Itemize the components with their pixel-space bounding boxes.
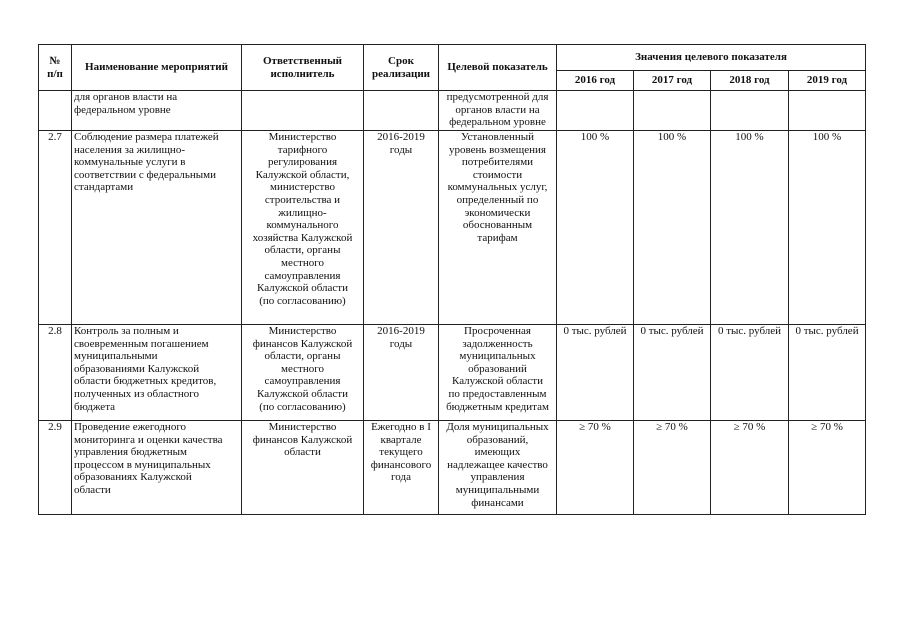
row-value-2016 [557,91,634,131]
row-num: 2.8 [39,325,72,421]
row-indicator: Установленный уровень возмещения потребителями стоимости коммунальных услуг, определенный по экономически обоснованным тарифам [439,131,557,325]
header-name: Наименование мероприятий [72,45,242,91]
row-name: для органов власти на федеральном уровне [72,91,242,131]
row-term: Ежегодно в I квартале текущего финансового года [364,421,439,515]
row-responsible: Министерство финансов Калужской области, органы местного самоуправления Калужской области (по согласованию) [242,325,364,421]
row-responsible: Министерство тарифного регулирования Калужской области, министерство строительства и жилищно- коммунального хозяйства Калужской области, органы местного самоуправления Калужской области (по согласованию) [242,131,364,325]
header-values-group: Значения целевого показателя [557,45,866,71]
row-value-2016: ≥ 70 % [557,421,634,515]
row-value-2019: ≥ 70 % [789,421,866,515]
row-value-2019 [789,91,866,131]
row-responsible [242,91,364,131]
row-value-2018 [711,91,789,131]
row-value-2018: 0 тыс. рублей [711,325,789,421]
header-term: Срок реализации [364,45,439,91]
row-num: 2.9 [39,421,72,515]
table-row [39,421,866,515]
indicators-table [38,44,866,515]
row-value-2017 [634,91,711,131]
table-row [39,131,866,325]
row-value-2019: 100 % [789,131,866,325]
header-year-2019: 2019 год [789,71,866,91]
row-num: 2.7 [39,131,72,325]
header-year-2016: 2016 год [557,71,634,91]
row-value-2017: 0 тыс. рублей [634,325,711,421]
row-value-2018: ≥ 70 % [711,421,789,515]
row-num [39,91,72,131]
row-indicator: Доля муниципальных образований, имеющих надлежащее качество управления муниципальными финансами [439,421,557,515]
row-name: Проведение ежегодного мониторинга и оценки качества управления бюджетным процессом в муниципальных образованиях Калужской области [72,421,242,515]
table-row [39,325,866,421]
row-name: Соблюдение размера платежей населения за жилищно- коммунальные услуги в соответствии с федеральными стандартами [72,131,242,325]
row-value-2017: ≥ 70 % [634,421,711,515]
row-term [364,91,439,131]
header-year-2018: 2018 год [711,71,789,91]
header-responsible: Ответственный исполнитель [242,45,364,91]
row-value-2017: 100 % [634,131,711,325]
row-value-2016: 0 тыс. рублей [557,325,634,421]
row-term: 2016-2019 годы [364,325,439,421]
row-value-2016: 100 % [557,131,634,325]
row-value-2019: 0 тыс. рублей [789,325,866,421]
row-value-2018: 100 % [711,131,789,325]
row-responsible: Министерство финансов Калужской области [242,421,364,515]
row-indicator: предусмотренной для органов власти на федеральном уровне [439,91,557,131]
header-num: № п/п [39,45,72,91]
row-name: Контроль за полным и своевременным погашением муниципальными образованиями Калужской области бюджетных кредитов, полученных из областного бюджета [72,325,242,421]
row-term: 2016-2019 годы [364,131,439,325]
header-indicator: Целевой показатель [439,45,557,91]
header-year-2017: 2017 год [634,71,711,91]
row-indicator: Просроченная задолженность муниципальных образований Калужской области по предоставленным бюджетным кредитам [439,325,557,421]
table-row [39,91,866,131]
